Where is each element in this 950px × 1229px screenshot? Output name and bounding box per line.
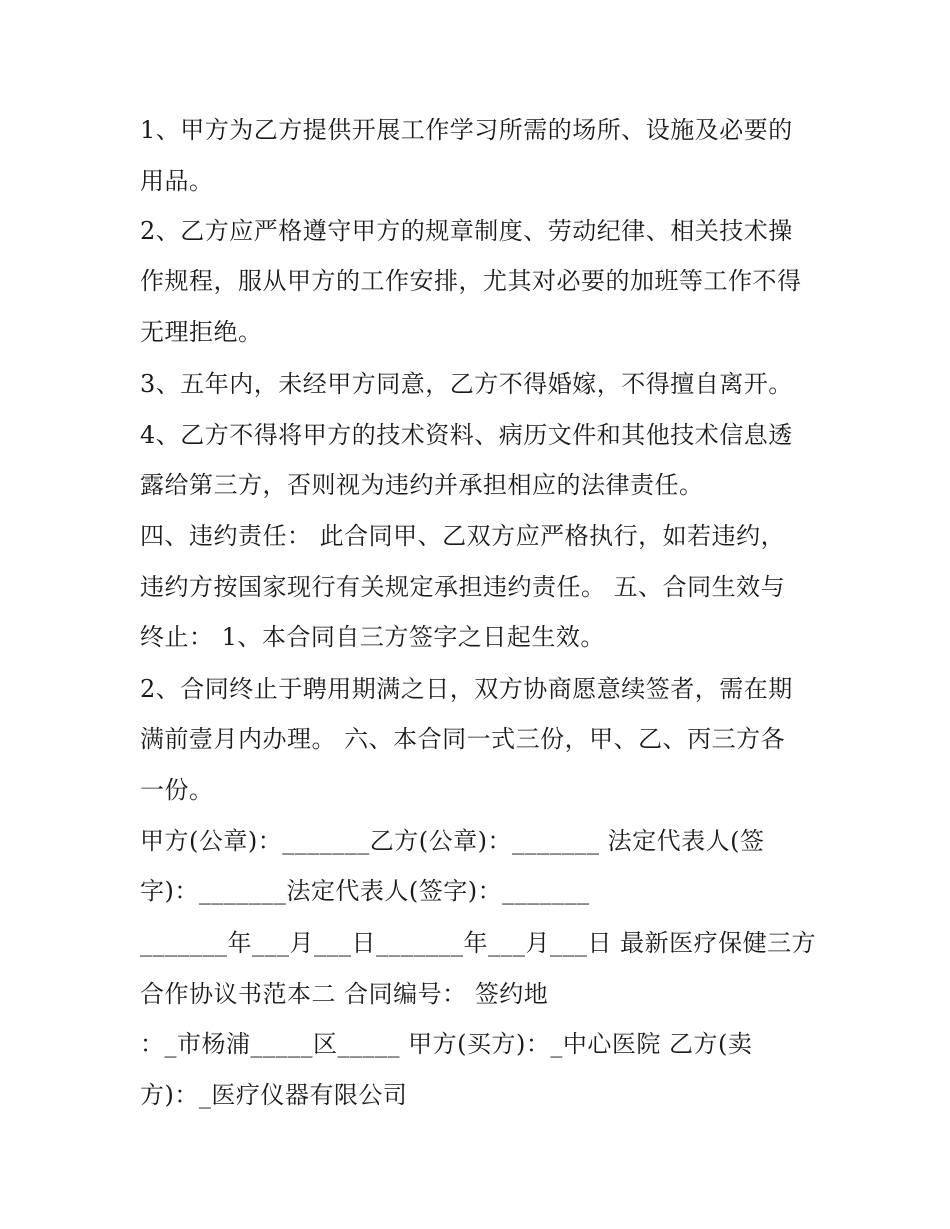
text-line: 一份。 [140,776,214,804]
text-line: 方)：_医疗仪器有限公司 [140,1081,408,1109]
text-line: 2、合同终止于聘用期满之日，双方协商愿意续签者，需在期 [140,675,793,703]
text-line: 四、违约责任： 此合同甲、乙双方应严格执行，如若违约， [140,522,786,550]
text-line: 无理拒绝。 [140,318,263,346]
text-line: 1、甲方为乙方提供开展工作学习所需的场所、设施及必要的 [140,116,793,144]
text-line: 作规程，服从甲方的工作安排，尤其对必要的加班等工作不得 [140,267,802,295]
signature-line: 甲方(公章)：_______乙方(公章)：_______ 法定代表人(签 [140,827,765,855]
text-line: 露给第三方，否则视为违约并承担相应的法律责任。 [140,471,704,499]
text-line: 用品。 [140,167,214,195]
text-line: 2、乙方应严格遵守甲方的规章制度、劳动纪律、相关技术操 [140,217,793,245]
signature-line: 字)：_______法定代表人(签字)：_______ [140,877,590,905]
text-line: 满前壹月内办理。 六、本合同一式三份，甲、乙、丙三方各 [140,725,786,753]
text-line: 4、乙方不得将甲方的技术资料、病历文件和其他技术信息透 [140,421,793,449]
text-line: 合作协议书范本二 合同编号： 签约地 [140,980,549,1008]
text-line: ：_市杨浦_____区_____ 甲方(买方)：_中心医院 乙方(卖 [140,1030,753,1058]
date-line: _______年___月___日_______年___月___日 最新医疗保健三方 [140,929,817,957]
text-line: 违约方按国家现行有关规定承担违约责任。 五、合同生效与 [140,573,786,601]
text-line: 3、五年内，未经甲方同意，乙方不得婚嫁，不得擅自离开。 [140,370,793,398]
text-line: 终止： 1、本合同自三方签字之日起生效。 [140,623,605,651]
